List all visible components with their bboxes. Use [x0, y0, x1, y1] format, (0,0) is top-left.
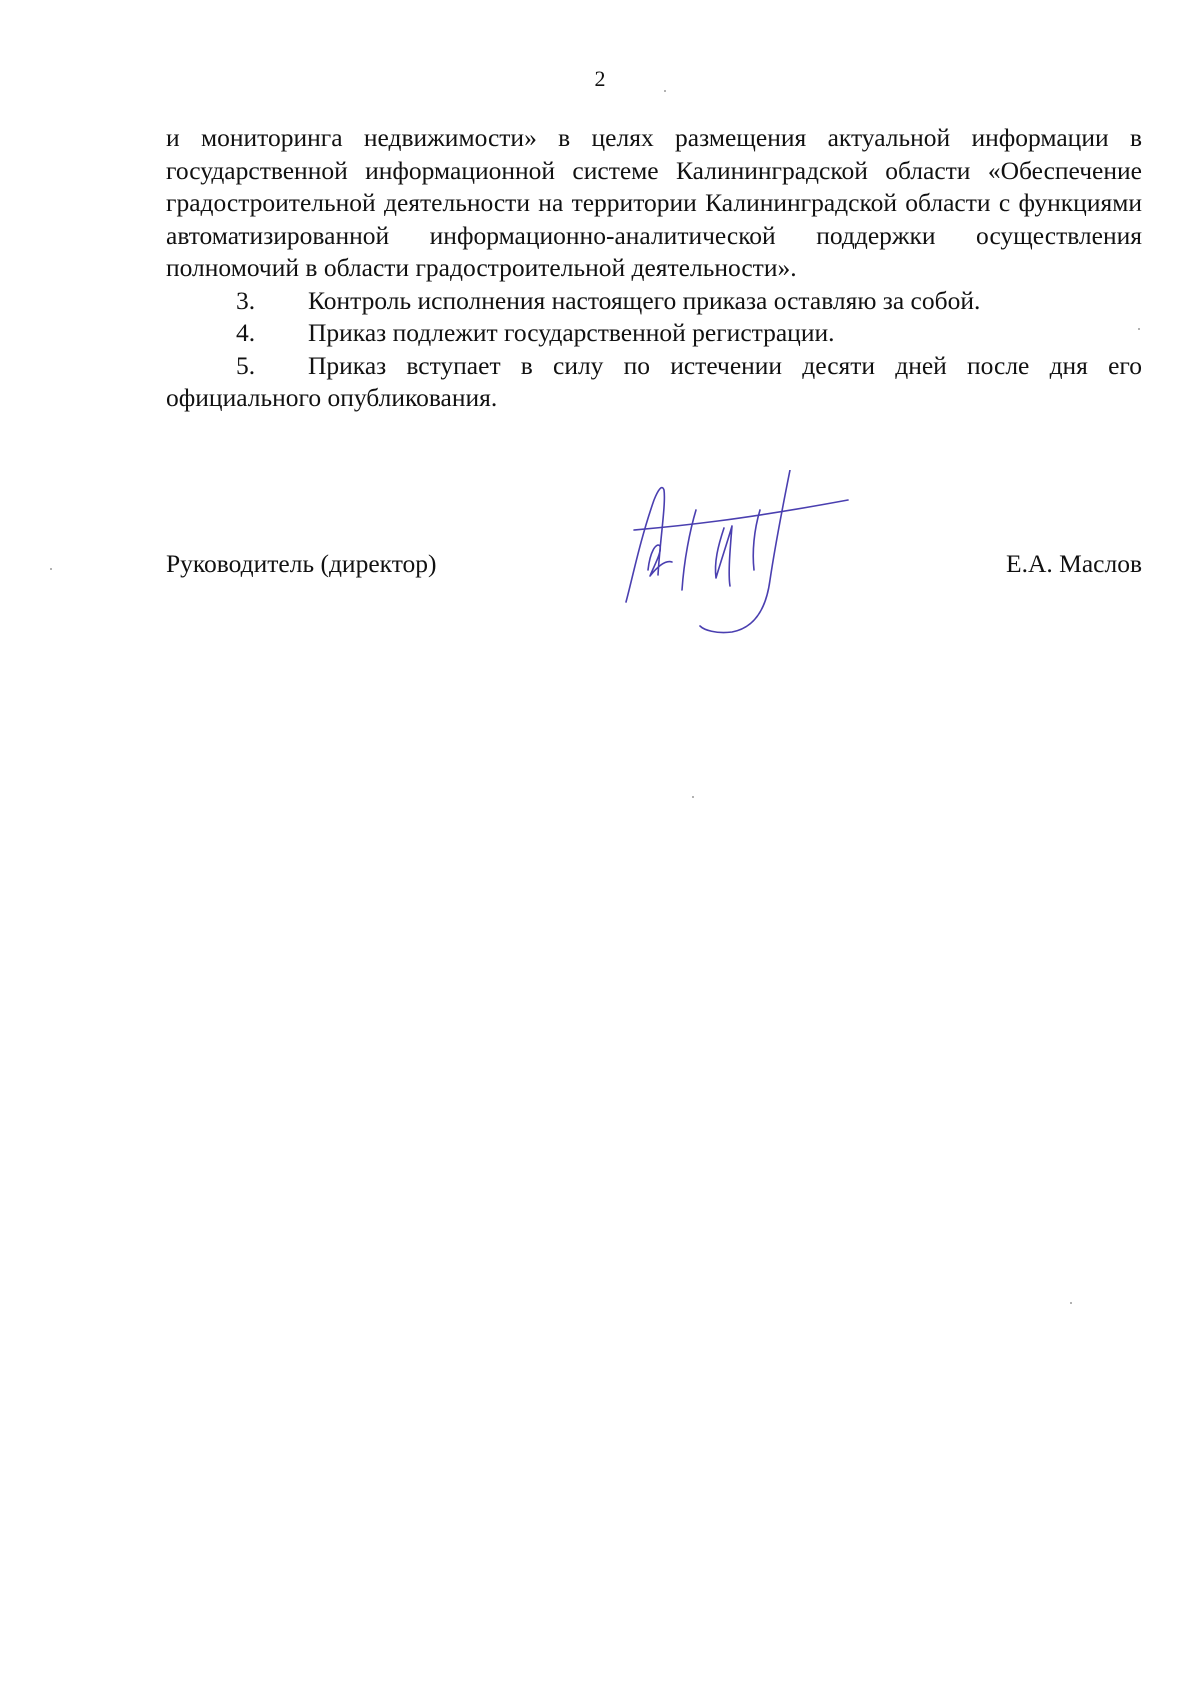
page-number: 2: [594, 66, 606, 91]
list-item-5: [166, 350, 1142, 415]
handwritten-signature: [620, 470, 850, 640]
scan-speck: [664, 90, 666, 92]
list-item-number: 3.: [236, 285, 256, 315]
list-item-text: Приказ подлежит государственной регистрации.: [308, 318, 835, 347]
list-item-4: [166, 317, 1142, 350]
signature-stroke: [715, 526, 732, 586]
paragraph-continuation: и мониторинга недвижимости» в целях размещения актуальной информации в государственной информационной системе Калининградской области «Обеспечение градостроительной деятельности на территории Калининградской области с функциями автоматизированной информационно-аналитической поддержки осуществления полномочий в области градостроительной деятельности».: [166, 123, 1142, 282]
scan-speck: [50, 568, 52, 570]
scan-speck: [1138, 328, 1140, 330]
list-item-text: Контроль исполнения настоящего приказа оставляю за собой.: [308, 285, 981, 315]
signature-stroke: [682, 510, 696, 590]
list-item-number: 5.: [236, 350, 256, 380]
document-body: [166, 122, 1142, 415]
signature-stroke: [634, 500, 848, 530]
list-item-text: Приказ вступает в силу по истечении десяти дней после дня его официального опубликования.: [166, 350, 1142, 412]
signature-stroke: [753, 510, 760, 570]
list-item-number: 4.: [236, 318, 256, 347]
signature-stroke: [648, 545, 672, 576]
signature-stroke: [700, 470, 790, 633]
signatory-role: Руководитель (директор): [166, 549, 437, 578]
scan-speck: [1070, 1302, 1072, 1304]
signatory-name: Е.А. Маслов: [1006, 549, 1142, 578]
scan-speck: [692, 796, 694, 798]
list-item-3: [166, 285, 1142, 318]
